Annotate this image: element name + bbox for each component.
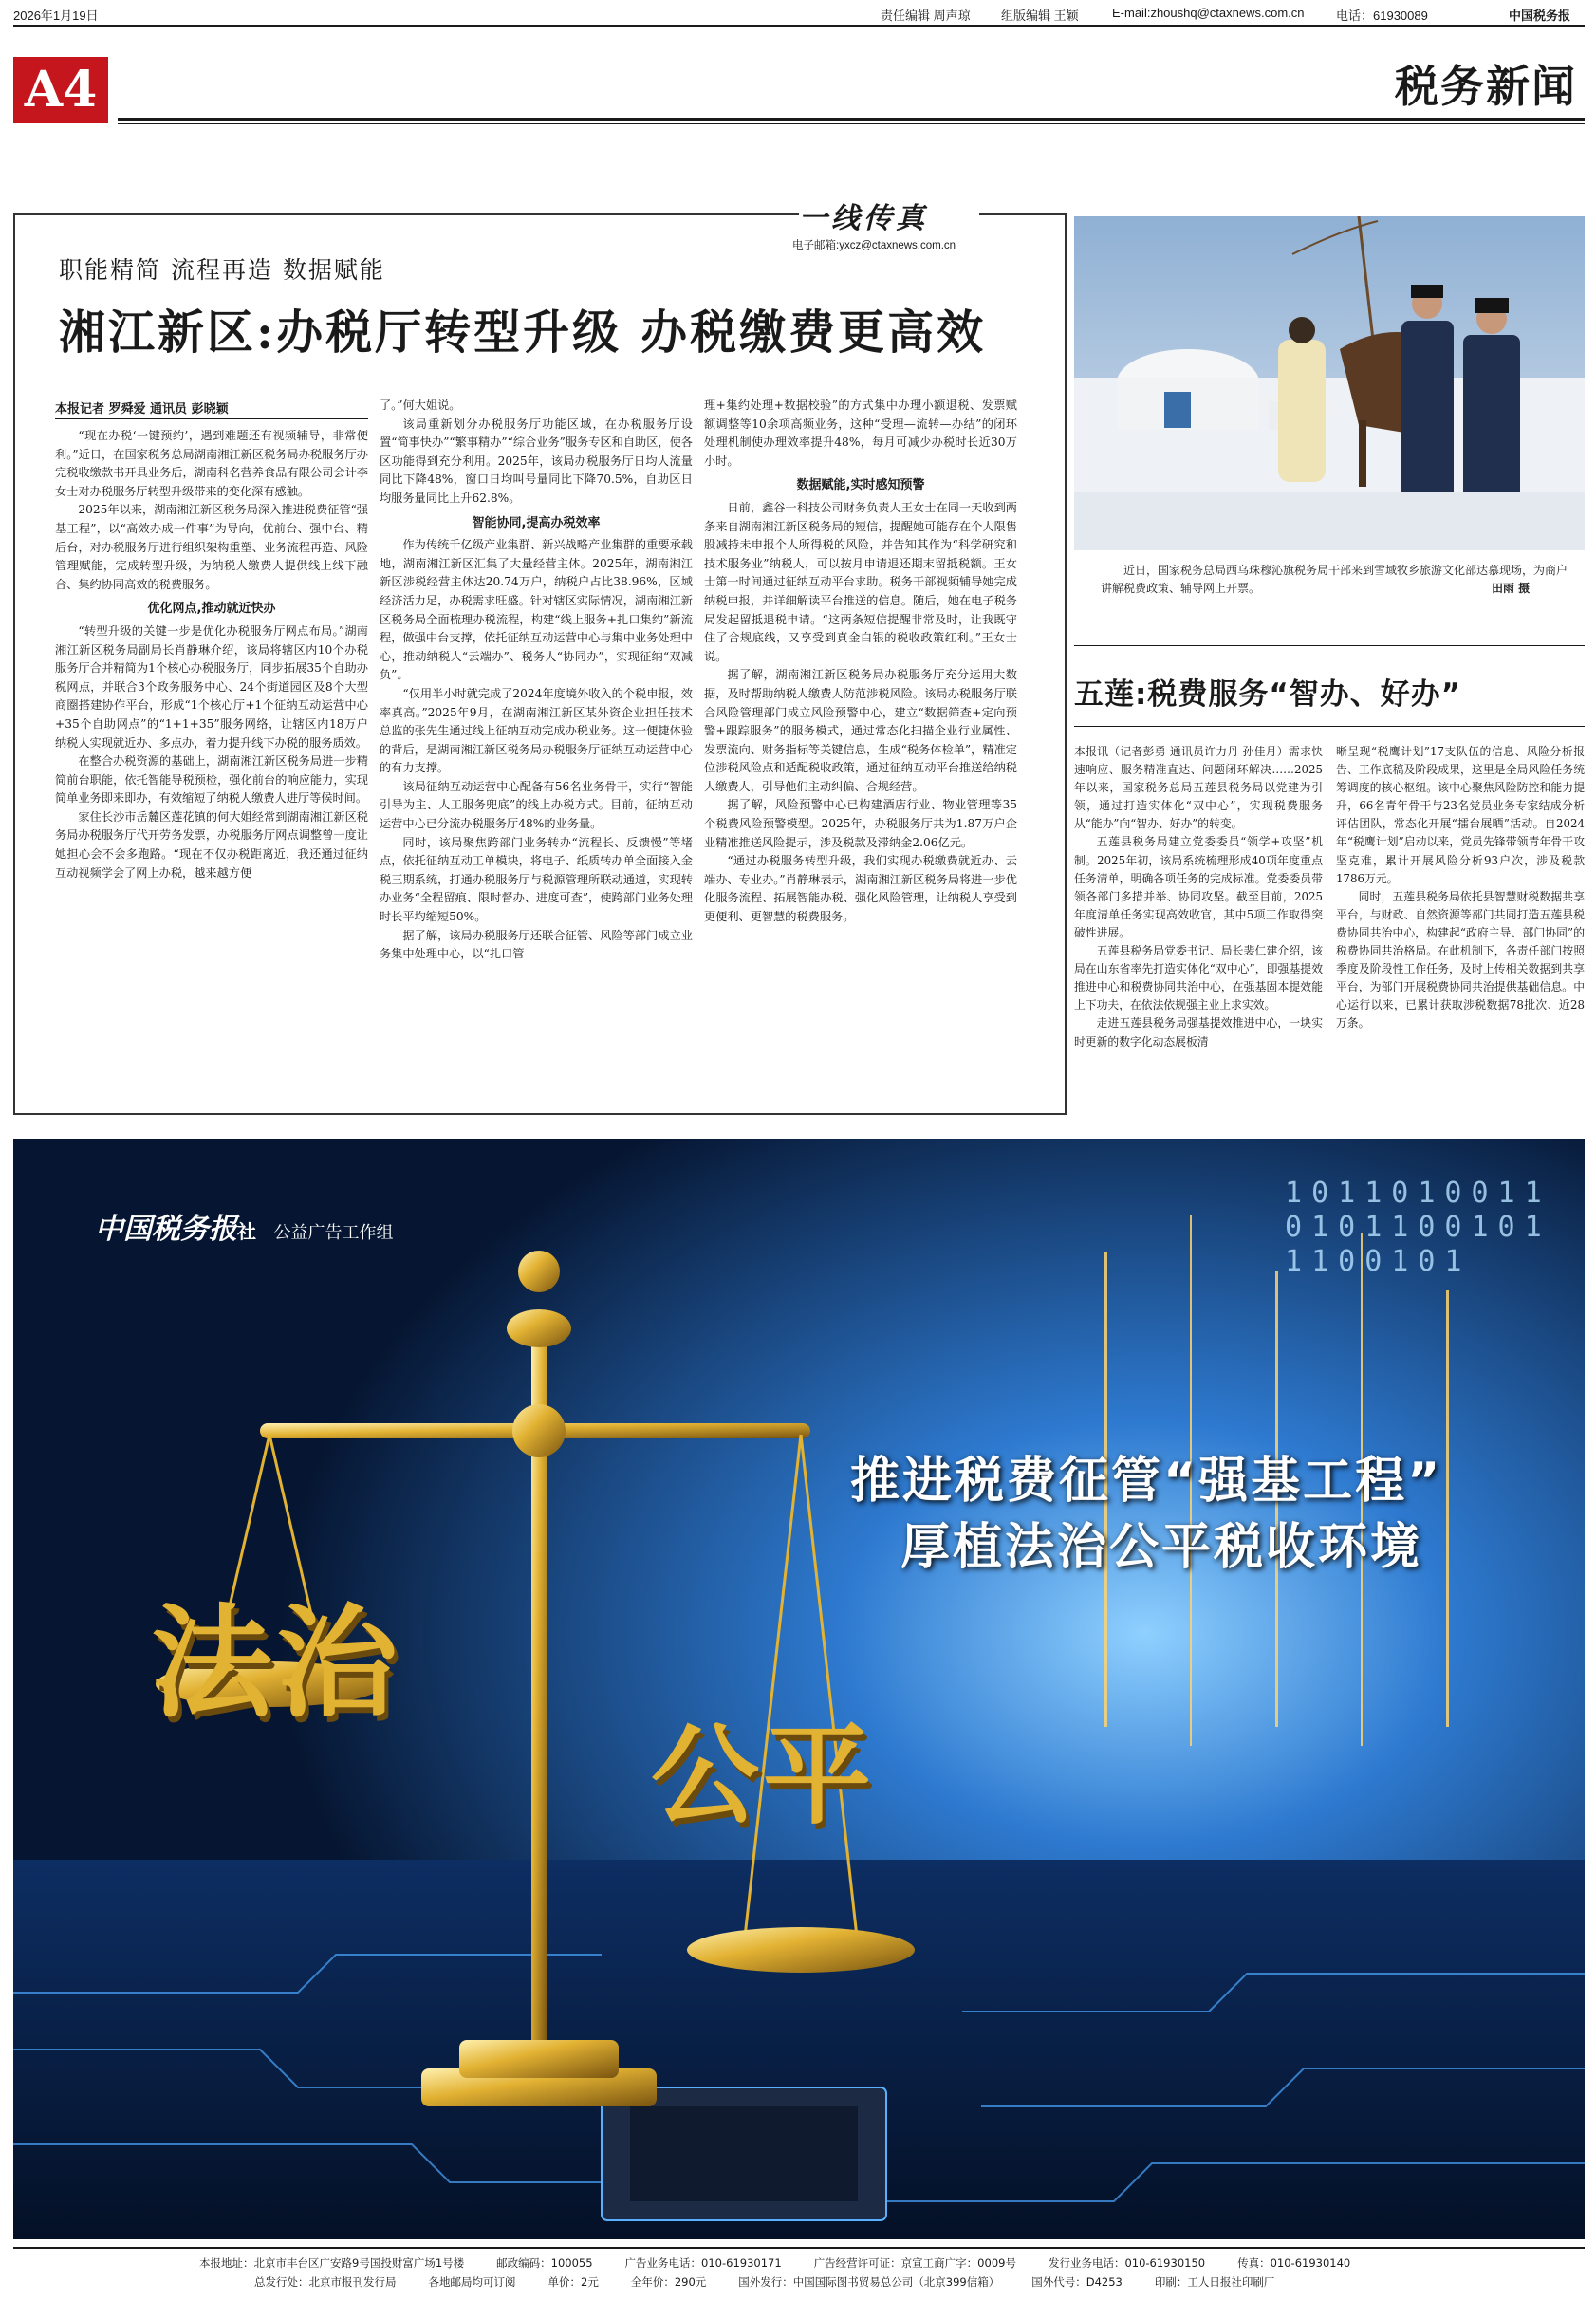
paragraph: 家住长沙市岳麓区莲花镇的何大姐经常到湖南湘江新区税务局办税服务厅代开劳务发票，办税服务厅网点调整曾一度让她担心会不会多跑路。“现在不仅办税距离近，我还通过征纳互动视频学会了网上办税，越来越方便 xyxy=(55,809,368,880)
footer-item: 广告经营许可证：京宣工商广字：0009号 xyxy=(813,2256,1016,2270)
paragraph: 五莲县税务局党委书记、局长裴仁建介绍，该局在山东省率先打造实体化“双中心”，即强基提效推进中心和税费协同共治中心，在强基固本提效能上下功夫，在依法依规强主业上求实效。 xyxy=(1074,944,1323,1012)
main-story-column-3 xyxy=(704,397,1017,1103)
binary-digit: 1 xyxy=(1285,1245,1312,1278)
footer-item: 全年价：290元 xyxy=(630,2275,707,2289)
ad-org-suffix: 社 xyxy=(237,1220,256,1243)
editor-credit: 责任编辑 周声琼 xyxy=(881,9,971,23)
paragraph: 走进五莲县税务局强基提效推进中心，一块实时更新的数字化动态展板清 xyxy=(1074,1016,1323,1048)
column-email: 电子邮箱:yxcz@ctaxnews.com.cn xyxy=(792,240,956,251)
top-rule xyxy=(13,25,1585,27)
paragraph: 该局征纳互动运营中心配备有56名业务骨干，实行“智能引导为主、人工服务兜底”的线上办税方式。目前，征纳互动运营中心已分流办税服务厅48%的业务量。 xyxy=(380,779,693,831)
side-story-column-2 xyxy=(1336,743,1585,1118)
photo-scene xyxy=(1074,216,1585,550)
main-story-column-1 xyxy=(55,427,368,1103)
binary-digit: 1 xyxy=(1364,1177,1392,1210)
binary-digit: 1 xyxy=(1311,1211,1339,1244)
ad-word-fairness: 公平 xyxy=(651,1713,876,1839)
section-rule xyxy=(118,118,1585,121)
paragraph: 据了解，该局办税服务厅还联合征管、风险等部门成立业务集中处理中心，以“扎口管 xyxy=(380,928,693,961)
paragraph: 同时，该局聚焦跨部门业务转办“流程长、反馈慢”等堵点，依托征纳互动工单模块，将电子、纸质转办单全面接入金税三期系统，打通办税服务厅与税源管理所联动通道，实现转办业务“全程留痕、限时督办、进度可查”，使跨部门业务处理时长平均缩短50%。 xyxy=(380,835,693,924)
binary-digit: 1 xyxy=(1497,1177,1525,1210)
footer-item: 总发行处：北京市报刊发行局 xyxy=(254,2275,397,2289)
section-rule-thin xyxy=(118,123,1585,124)
binary-digit: 0 xyxy=(1444,1177,1472,1210)
binary-digit: 0 xyxy=(1497,1211,1525,1244)
subhead: 智能协同,提高办税效率 xyxy=(472,515,601,530)
binary-digit: 1 xyxy=(1311,1245,1339,1278)
ad-org-name: 中国税务报 xyxy=(95,1213,237,1246)
paragraph: “转型升级的关键一步是优化办税服务厅网点布局。”湖南湘江新区税务局副局长肖静琳介绍，该局将辖区内10个办税服务厅合并精简为1个核心办税服务厅，同步拓展35个自助办税网点，并联合3个政务服务中心、24个街道园区及8个大型商圈搭建协作平台，形成“1个核心厅+1个征纳互动运营中心+35个自助网点”的“1+1+35”服务网络，让辖区内18万户纳税人实现就近办、多点办，着力提升线下办税的服务质效。 xyxy=(55,623,368,750)
binary-digit: 0 xyxy=(1364,1245,1392,1278)
news-photo xyxy=(1074,216,1585,550)
footer-item: 国外代号：D4253 xyxy=(1031,2275,1123,2289)
paragraph: “仅用半小时就完成了2024年度境外收入的个税申报，效率真高。”2025年9月，在湖南湘江新区某外资企业担任技术总监的张先生通过线上征纳互动完成办税业务。这一便捷体验的背后，是湖南湘江新区税务局办税服务厅征纳互动运营中心的有力支撑。 xyxy=(380,686,693,775)
footer-rule xyxy=(13,2247,1585,2249)
page-code: A4 xyxy=(13,57,108,123)
binary-digit: 1 xyxy=(1364,1211,1392,1244)
binary-digit: 0 xyxy=(1418,1211,1445,1244)
binary-digit: 1 xyxy=(1471,1211,1498,1244)
paragraph: 理+集约处理+数据校验”的方式集中办理小额退税、发票赋额调整等10余项高频业务，这种“受理—流转—办结”的闭环处理机制使办理效率提升48%，每月可减少办税时长近30万小时。 xyxy=(704,399,1017,468)
paragraph: 该局重新划分办税服务厅功能区域，在办税服务厅设置“简事快办”“繁事精办”“综合业务”服务专区和自助区，使各区功能得到充分利用。2025年，该局办税服务厅日均人流量同比下降48%，窗口日均叫号量同比下降70.5%，自助区日均服务量同比上升62.8%。 xyxy=(380,417,693,505)
paragraph: 了。”何大姐说。 xyxy=(380,399,461,412)
column-logo-box xyxy=(799,195,979,235)
section-title: 税务新闻 xyxy=(1395,61,1577,112)
main-story-column-2 xyxy=(380,397,693,1103)
paragraph: 2025年以来，湖南湘江新区税务局深入推进税费征管“强基工程”，以“高效办成一件事”为导向，优前台、强中台、精后台，对办税服务厅进行组织架构重塑、业务流程再造、风险管理赋能，完成转型升级，为纳税人缴费人提供线上线下融合、集约协同高效的税费服务。 xyxy=(55,503,368,591)
footer-row-1 xyxy=(199,2255,1383,2271)
ad-group-name: 公益广告工作组 xyxy=(273,1223,394,1243)
footer-item: 国外发行：中国国际图书贸易总公司（北京399信箱） xyxy=(738,2275,1000,2289)
paragraph: 据了解，湖南湘江新区税务局办税服务厅充分运用大数据，及时帮助纳税人缴费人防范涉税风险。该局办税服务厅联合风险管理部门成立风险预警中心，建立“数据筛查+定向预警+跟踪服务”的服务模式，通过常态化扫描企业行业属性、发票流向、财务指标等关键信息，生成“税务体检单”，精准定位涉税风险点和适配税收政策，通过征纳互动平台推送给纳税人缴费人，引导他们主动纠偏、合规经营。 xyxy=(704,668,1017,793)
binary-digit: 0 xyxy=(1311,1177,1339,1210)
footer-item: 发行业务电话：010-61930150 xyxy=(1048,2256,1206,2270)
side-story-column-1 xyxy=(1074,743,1323,1118)
paragraph: “现在办税‘一键预约’，遇到难题还有视频辅导，非常便利。”近日，在国家税务总局湖南湘江新区税务局办税服务厅办完税收缴款书开具业务后，湖南科名营养食品有限公司会计李女士对办税服务厅转型升级带来的变化深有感触。 xyxy=(55,429,368,498)
subhead: 优化网点,推动就近快办 xyxy=(147,602,276,617)
binary-digit: 1 xyxy=(1524,1211,1551,1244)
binary-digit: 0 xyxy=(1418,1245,1445,1278)
email-address: E-mail:zhoushq@ctaxnews.com.cn xyxy=(1112,6,1305,20)
binary-digit: 1 xyxy=(1285,1177,1312,1210)
column-logo: 一线传真 xyxy=(799,202,928,235)
designer-credit: 组版编辑 王颖 xyxy=(1001,9,1079,23)
ad-word-rule-of-law: 法治 xyxy=(151,1593,402,1734)
headline: 湘江新区:办税厅转型升级 办税缴费更高效 xyxy=(59,305,987,360)
kicker: 职能精简 流程再造 数据赋能 xyxy=(59,256,385,284)
side-headline: 五莲:税费服务“智办、好办” xyxy=(1074,677,1462,712)
binary-digit: 1 xyxy=(1391,1211,1419,1244)
paragraph: 作为传统千亿级产业集群、新兴战略产业集群的重要承载地，湖南湘江新区汇集了大量经营主体。2025年，湖南湘江新区涉税经营主体达20.74万户，纳税户占比38.96%，区域经济活力足，办税需求旺盛。针对辖区实际情况，湖南湘江新区税务局全面梳理办税流程，构建“线上服务+扎口集约”新流程，做强中台支撑，依托征纳互动运营中心与集中业务处理中心，推动纳税人“云端办”、税务人“协同办”，实现征纳“双减负”。 xyxy=(380,538,693,682)
photo-credit: 田雨 摄 xyxy=(1492,582,1531,595)
binary-digit: 0 xyxy=(1471,1177,1498,1210)
footer-row-2 xyxy=(254,2274,1307,2290)
footer-item: 广告业务电话：010-61930171 xyxy=(624,2256,782,2270)
binary-digit: 0 xyxy=(1391,1177,1419,1210)
paragraph: 本报讯（记者彭勇 通讯员许力丹 孙佳月）需求快速响应、服务精准直达、问题闭环解决……2025年以来，国家税务总局五莲县税务局以党建为引领，通过打造实体化“双中心”，实现税费服务从“能办”向“智办、好办”的转变。 xyxy=(1074,745,1323,831)
paragraph: 日前，鑫谷一科技公司财务负责人王女士在同一天收到两条来自湖南湘江新区税务局的短信，提醒她可能存在个人限售股减持未申报个人所得税的风险，并告知其作为“科学研究和技术服务业”纳税人，可以按月申请退还期末留抵税额。王女士第一时间通过征纳互动平台求助。税务干部视频辅导她完成纳税申报，并详细解读平台推送的信息。随后，她在电子税务局发起留抵退税申请。“这两条短信提醒非常及时，让我既守住了合规底线，又享受到真金白银的税收政策红利。”王女士说。 xyxy=(704,500,1017,663)
side-headline-rule xyxy=(1074,726,1585,727)
footer-item: 各地邮局均可订阅 xyxy=(428,2275,516,2289)
masthead-bar xyxy=(0,0,1596,23)
binary-digit: 0 xyxy=(1338,1245,1365,1278)
footer-item: 传真：010-61930140 xyxy=(1237,2256,1351,2270)
byline-rule xyxy=(55,418,368,419)
phone-number: 电话：61930089 xyxy=(1336,9,1428,23)
paragraph: 晰呈现“税鹰计划”17支队伍的信息、风险分析报告、工作底稿及阶段成果，这里是全局风险任务统筹调度的核心枢纽。该中心聚焦风险防控和能力提升，66名青年骨干与23名党员业务专家结成分析评估团队，常态化开展“擂台展晒”活动。自2024年“税鹰计划”启动以来，党员先锋带领青年骨干攻坚克难，累计开展风险分析93户次，涉及税款1786万元。 xyxy=(1336,745,1585,885)
paragraph: “通过办税服务转型升级，我们实现办税缴费就近办、云端办、专业办。”肖静琳表示，湖南湘江新区税务局将进一步优化服务流程、拓展智能办税、强化风险管理，让纳税人享受到更便利、更智慧的税费服务。 xyxy=(704,854,1017,924)
paper-name: 中国税务报 xyxy=(1509,9,1571,24)
paragraph: 五莲县税务局建立党委委员“领学+攻坚”机制。2025年初，该局系统梳理形成40项年度重点任务清单，明确各项任务的完成标准。党委委员带领各部门多措并举、协同攻坚。截至目前，2025年度清单任务实现高效收官，其中5项工作取得突破性进展。 xyxy=(1074,835,1323,939)
ad-slogan-line-2: 厚植法治公平税收环境 xyxy=(900,1519,1423,1576)
footer-item: 本报地址：北京市丰台区广安路9号国投财富广场1号楼 xyxy=(199,2256,465,2270)
footer-item: 印刷：工人日报社印刷厂 xyxy=(1154,2275,1275,2289)
byline: 本报记者 罗舜爱 通讯员 彭晓颖 xyxy=(55,402,229,417)
subhead: 数据赋能,实时感知预警 xyxy=(796,478,925,493)
paragraph: 同时，五莲县税务局依托县智慧财税数据共享平台，与财政、自然资源等部门共同打造五莲县税费协同共治中心，构建起“政府主导、部门协同”的税费协同共治格局。在此机制下，各责任部门按照季度及阶段性工作任务，及时上传相关数据到共享平台，为部门开展税费协同共治提供基础信息。中心运行以来，已累计获取涉税数据78批次、近28万条。 xyxy=(1336,889,1585,1030)
public-service-ad xyxy=(13,1139,1585,2239)
binary-digit: 1 xyxy=(1418,1177,1445,1210)
binary-digit: 1 xyxy=(1338,1177,1365,1210)
binary-digit: 0 xyxy=(1285,1211,1312,1244)
binary-digit: 1 xyxy=(1444,1245,1472,1278)
issue-date: 2026年1月19日 xyxy=(13,9,99,23)
binary-digit: 0 xyxy=(1444,1211,1472,1244)
binary-digit: 0 xyxy=(1338,1211,1365,1244)
photo-caption-text: 近日，国家税务总局西乌珠穆沁旗税务局干部来到雪域牧乡旅游文化部达慕现场，为商户讲解税费政策、辅导网上开票。 xyxy=(1101,564,1568,595)
ad-slogan-line-1: 推进税费征管“强基工程” xyxy=(850,1453,1443,1510)
binary-digit: 1 xyxy=(1524,1177,1551,1210)
ad-org-logo xyxy=(95,1205,393,1247)
paragraph: 在整合办税资源的基础上，湖南湘江新区税务局进一步精简前台职能，依托智能导税预检，强化前台的响应能力，实现简单业务即来即办，有效缩短了纳税人缴费人进厅等候时间。 xyxy=(55,754,368,806)
footer-item: 单价：2元 xyxy=(547,2275,599,2289)
binary-digit: 1 xyxy=(1391,1245,1419,1278)
paragraph: 据了解，风险预警中心已构建酒店行业、物业管理等35个税费风险预警模型。2025年，办税服务厅共为1.87万户企业精准推送风险提示，涉及税款及滞纳金2.06亿元。 xyxy=(704,798,1017,849)
footer-item: 邮政编码：100055 xyxy=(496,2256,593,2270)
photo-rule xyxy=(1074,645,1585,646)
ad-binary-digits xyxy=(1285,1177,1569,1537)
